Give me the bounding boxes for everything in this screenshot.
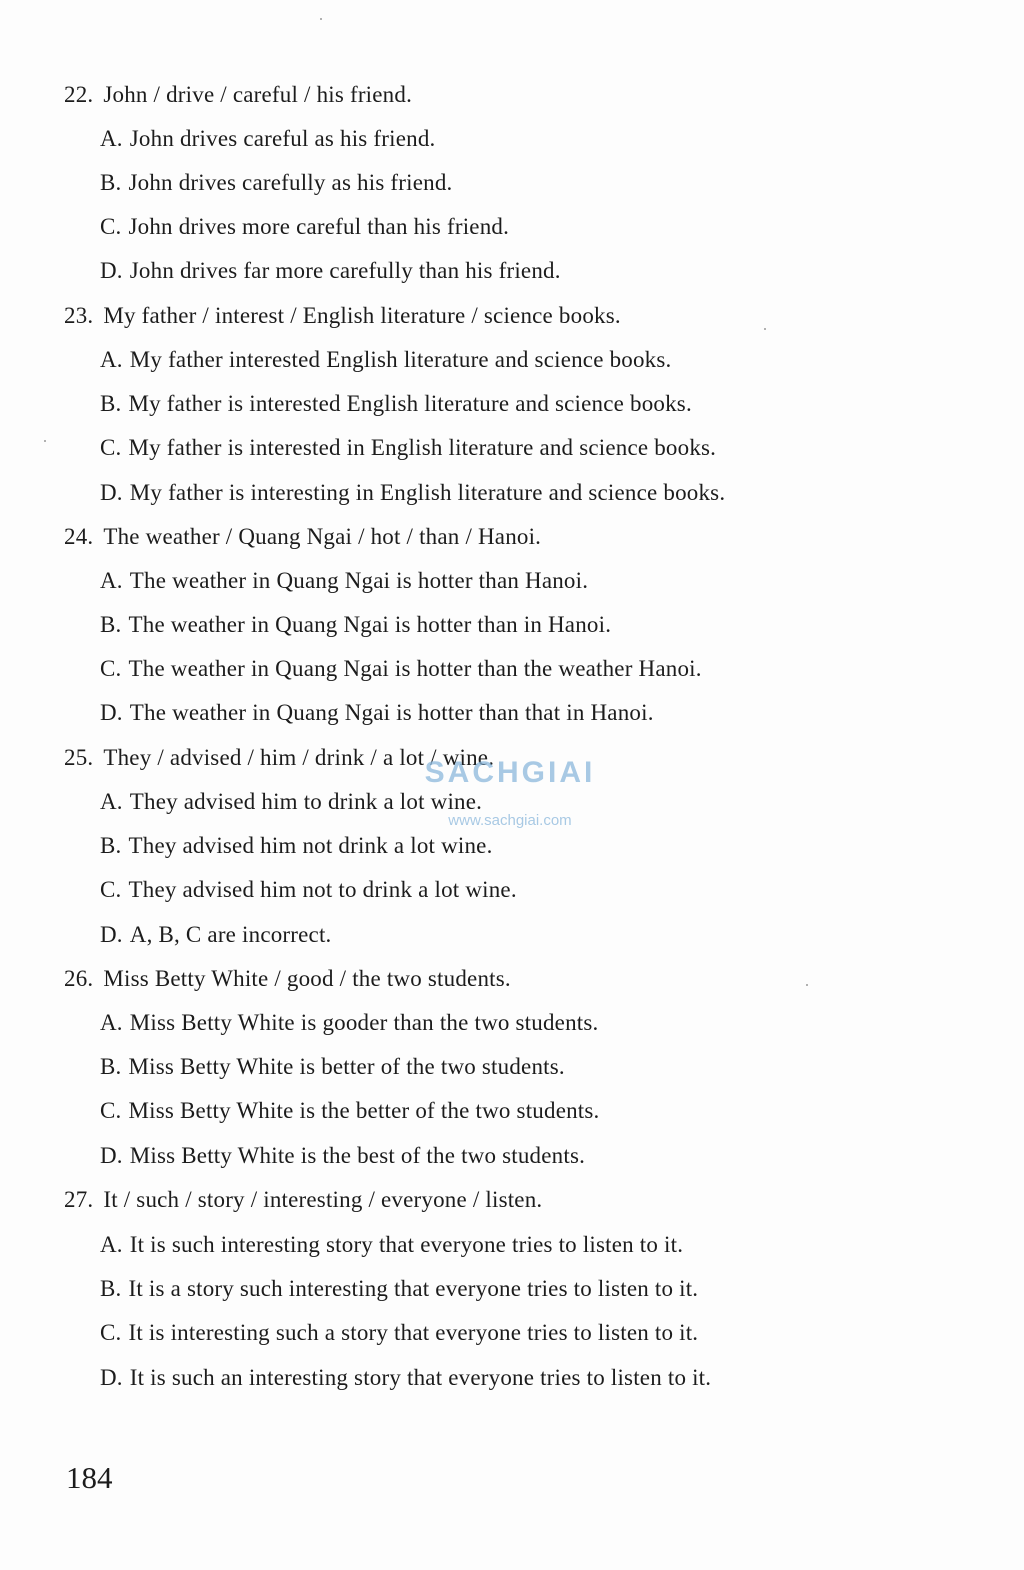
question-prompt	[64, 302, 621, 330]
option-text: My father is interested English literature and science books.	[128, 391, 692, 416]
question-text: John / drive / careful / his friend.	[103, 82, 413, 107]
answer-option	[100, 655, 702, 683]
option-text: They advised him not to drink a lot wine.	[128, 877, 517, 902]
option-letter: B.	[100, 1276, 122, 1301]
answer-option	[100, 699, 654, 727]
question-number: 23.	[64, 303, 94, 328]
option-text: They advised him not drink a lot wine.	[128, 833, 493, 858]
scan-speck	[44, 440, 46, 442]
option-letter: A.	[100, 1232, 123, 1257]
question-number: 27.	[64, 1187, 94, 1212]
option-text: It is such interesting story that everyone tries to listen to it.	[129, 1232, 684, 1257]
option-letter: A.	[100, 126, 123, 151]
question-prompt	[64, 965, 511, 993]
option-text: John drives carefully as his friend.	[128, 170, 453, 195]
question-text: They / advised / him / drink / a lot / wine.	[103, 745, 495, 770]
answer-option	[100, 434, 716, 462]
option-text: They advised him to drink a lot wine.	[129, 789, 483, 814]
question-prompt	[64, 523, 541, 551]
question-text: Miss Betty White / good / the two students.	[103, 966, 511, 991]
answer-option	[100, 1364, 711, 1392]
answer-option	[100, 479, 725, 507]
answer-option	[100, 921, 332, 949]
scan-speck	[806, 984, 808, 986]
watermark	[400, 738, 620, 834]
option-text: It is interesting such a story that everyone tries to listen to it.	[128, 1320, 699, 1345]
option-text: It is such an interesting story that everyone tries to listen to it.	[129, 1365, 712, 1390]
option-text: The weather in Quang Ngai is hotter than that in Hanoi.	[129, 700, 654, 725]
option-letter: B.	[100, 391, 122, 416]
option-letter: C.	[100, 656, 122, 681]
question-text: It / such / story / interesting / everyone / listen.	[103, 1187, 543, 1212]
option-letter: D.	[100, 700, 123, 725]
option-letter: D.	[100, 1143, 123, 1168]
option-letter: D.	[100, 480, 123, 505]
question-number: 25.	[64, 745, 94, 770]
answer-option	[100, 169, 453, 197]
watermark-logo: SACHGIAI	[424, 756, 596, 789]
question-number: 26.	[64, 966, 94, 991]
question-number: 24.	[64, 524, 94, 549]
option-text: John drives far more carefully than his friend.	[129, 258, 561, 283]
option-text: Miss Betty White is gooder than the two students.	[129, 1010, 599, 1035]
option-letter: A.	[100, 789, 123, 814]
option-text: John drives careful as his friend.	[129, 126, 436, 151]
option-letter: C.	[100, 435, 122, 460]
option-text: Miss Betty White is the better of the two students.	[128, 1098, 600, 1123]
option-letter: B.	[100, 1054, 122, 1079]
option-text: John drives more careful than his friend.	[128, 214, 510, 239]
option-text: The weather in Quang Ngai is hotter than Hanoi.	[129, 568, 589, 593]
watermark-url: www.sachgiai.com	[448, 812, 572, 829]
option-letter: D.	[100, 1365, 123, 1390]
answer-option	[100, 1275, 698, 1303]
answer-option	[100, 567, 588, 595]
option-letter: D.	[100, 258, 123, 283]
option-letter: A.	[100, 1010, 123, 1035]
answer-option	[100, 611, 611, 639]
option-letter: A.	[100, 347, 123, 372]
option-text: My father is interesting in English literature and science books.	[129, 480, 726, 505]
answer-option	[100, 1319, 698, 1347]
option-text: It is a story such interesting that everyone tries to listen to it.	[128, 1276, 699, 1301]
option-text: My father is interested in English literature and science books.	[128, 435, 717, 460]
answer-option	[100, 876, 517, 904]
answer-option	[100, 1009, 598, 1037]
question-number: 22.	[64, 82, 94, 107]
answer-option	[100, 1142, 585, 1170]
option-letter: D.	[100, 922, 123, 947]
option-text: The weather in Quang Ngai is hotter than the weather Hanoi.	[128, 656, 702, 681]
option-letter: B.	[100, 833, 122, 858]
option-text: Miss Betty White is the best of the two students.	[129, 1143, 586, 1168]
answer-option	[100, 213, 509, 241]
scan-speck	[764, 328, 766, 330]
answer-option	[100, 346, 671, 374]
answer-option	[100, 1097, 600, 1125]
option-letter: C.	[100, 1098, 122, 1123]
option-letter: C.	[100, 877, 122, 902]
answer-option	[100, 125, 435, 153]
answer-option	[100, 1053, 565, 1081]
question-prompt	[64, 1186, 542, 1214]
option-text: My father interested English literature and science books.	[129, 347, 672, 372]
answer-option	[100, 257, 561, 285]
option-letter: B.	[100, 612, 122, 637]
question-prompt	[64, 81, 412, 109]
question-text: The weather / Quang Ngai / hot / than / Hanoi.	[103, 524, 542, 549]
answer-option	[100, 832, 493, 860]
option-text: The weather in Quang Ngai is hotter than in Hanoi.	[128, 612, 612, 637]
option-text: A, B, C are incorrect.	[129, 922, 332, 947]
question-text: My father / interest / English literature / science books.	[103, 303, 621, 328]
option-letter: C.	[100, 1320, 122, 1345]
answer-option	[100, 390, 692, 418]
scan-speck	[320, 18, 322, 20]
page-number: 184	[66, 1460, 113, 1495]
option-letter: C.	[100, 214, 122, 239]
option-text: Miss Betty White is better of the two students.	[128, 1054, 565, 1079]
option-letter: B.	[100, 170, 122, 195]
answer-option	[100, 1231, 683, 1259]
option-letter: A.	[100, 568, 123, 593]
